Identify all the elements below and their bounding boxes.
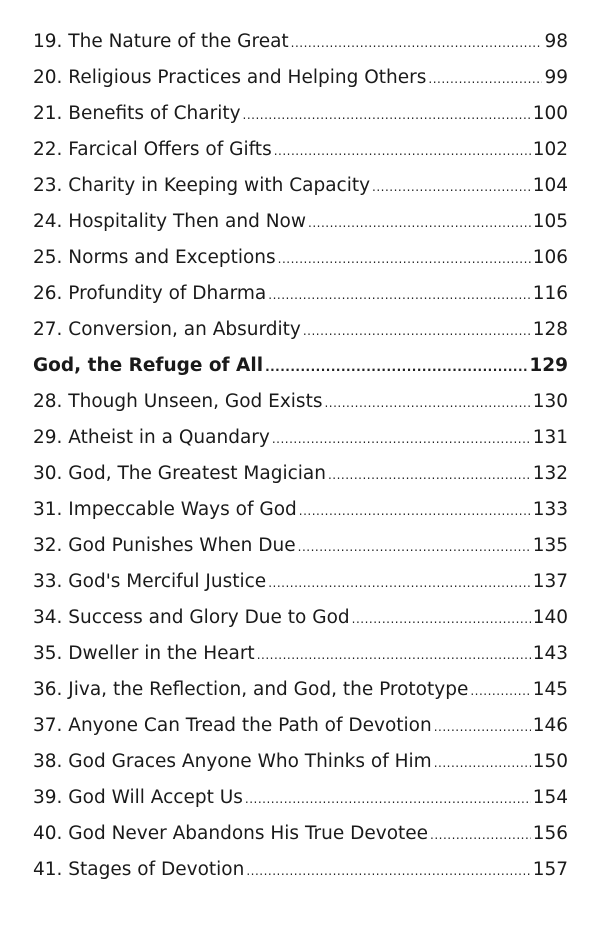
toc-entry-page-number: 131 (532, 427, 568, 448)
toc-entry-title: 36. Jiva, the Reflection, and God, the Prototype (33, 679, 469, 700)
toc-dot-leader (278, 241, 531, 277)
toc-entry-title: 20. Religious Practices and Helping Others (33, 67, 427, 88)
toc-entry-title: 35. Dweller in the Heart (33, 643, 255, 664)
toc-entry (33, 528, 568, 564)
toc-dot-leader (298, 529, 531, 565)
toc-dot-leader (291, 25, 543, 61)
toc-entry (33, 276, 568, 312)
toc-dot-leader (428, 61, 542, 97)
toc-entry (33, 24, 568, 60)
toc-dot-leader (245, 781, 531, 817)
toc-entry-page-number: 98 (544, 31, 568, 52)
toc-entry-page-number: 132 (532, 463, 568, 484)
toc-entry-title: 30. God, The Greatest Magician (33, 463, 326, 484)
toc-entry-page-number: 130 (532, 391, 568, 412)
toc-entry-page-number: 102 (532, 139, 568, 160)
toc-entry-page-number: 137 (532, 571, 568, 592)
toc-entry (33, 780, 568, 816)
toc-entry-title: 25. Norms and Exceptions (33, 247, 276, 268)
toc-entry-title: 40. God Never Abandons His True Devotee (33, 823, 429, 844)
toc-entry (33, 420, 568, 456)
toc-entry (33, 816, 568, 852)
toc-entry-page-number: 133 (532, 499, 568, 520)
toc-dot-leader (299, 493, 531, 529)
toc-entry-page-number: 157 (532, 859, 568, 880)
toc-dot-leader (352, 601, 531, 637)
toc-entry (33, 600, 568, 636)
toc-dot-leader (328, 457, 531, 493)
toc-dot-leader (246, 853, 530, 889)
toc-entry-page-number: 140 (532, 607, 568, 628)
toc-entry (33, 744, 568, 780)
toc-entry-title: 37. Anyone Can Tread the Path of Devotion (33, 715, 432, 736)
toc-entry-page-number: 145 (532, 679, 568, 700)
toc-entry (33, 240, 568, 276)
toc-entry (33, 204, 568, 240)
toc-entry (33, 456, 568, 492)
toc-entry-title: 41. Stages of Devotion (33, 859, 245, 880)
toc-entry-page-number: 150 (532, 751, 568, 772)
toc-entry-page-number: 143 (532, 643, 568, 664)
toc-entry-title: 28. Though Unseen, God Exists (33, 391, 323, 412)
toc-entry (33, 492, 568, 528)
toc-entry-title: 24. Hospitality Then and Now (33, 211, 306, 232)
toc-section-heading (33, 348, 568, 384)
toc-entry-title: 32. God Punishes When Due (33, 535, 296, 556)
toc-entry-page-number: 154 (532, 787, 568, 808)
table-of-contents (33, 24, 568, 888)
toc-entry-title: 39. God Will Accept Us (33, 787, 243, 808)
toc-entry-title: 19. The Nature of the Great (33, 31, 289, 52)
toc-entry-page-number: 146 (532, 715, 568, 736)
toc-entry-title: 34. Success and Glory Due to God (33, 607, 350, 628)
toc-dot-leader (268, 277, 530, 313)
toc-entry-page-number: 99 (544, 67, 568, 88)
toc-entry-page-number: 104 (532, 175, 568, 196)
toc-entry-title: 33. God's Merciful Justice (33, 571, 267, 592)
toc-entry (33, 708, 568, 744)
toc-entry-title: 38. God Graces Anyone Who Thinks of Him (33, 751, 432, 772)
toc-entry (33, 852, 568, 888)
toc-dot-leader (324, 385, 530, 421)
toc-entry-title: God, the Refuge of All (33, 355, 264, 376)
toc-dot-leader (470, 673, 530, 709)
toc-dot-leader (372, 169, 531, 205)
toc-entry-page-number: 105 (532, 211, 568, 232)
toc-dot-leader (257, 637, 531, 673)
toc-dot-leader (243, 97, 531, 133)
toc-entry-title: 26. Profundity of Dharma (33, 283, 267, 304)
toc-entry (33, 564, 568, 600)
toc-entry-page-number: 135 (532, 535, 568, 556)
toc-entry-page-number: 129 (529, 355, 568, 376)
toc-entry-page-number: 100 (532, 103, 568, 124)
toc-entry-title: 29. Atheist in a Quandary (33, 427, 270, 448)
toc-dot-leader (430, 817, 531, 853)
toc-dot-leader (268, 565, 531, 601)
toc-dot-leader (434, 745, 531, 781)
toc-entry-page-number: 128 (532, 319, 568, 340)
toc-dot-leader (434, 709, 531, 745)
toc-entry-title: 22. Farcical Offers of Gifts (33, 139, 272, 160)
toc-dot-leader (274, 133, 531, 169)
toc-entry-title: 31. Impeccable Ways of God (33, 499, 297, 520)
toc-entry-title: 23. Charity in Keeping with Capacity (33, 175, 371, 196)
toc-entry-title: 27. Conversion, an Absurdity (33, 319, 301, 340)
toc-entry (33, 60, 568, 96)
toc-entry-page-number: 116 (532, 283, 568, 304)
toc-entry-title: 21. Benefits of Charity (33, 103, 241, 124)
toc-dot-leader (303, 313, 531, 349)
toc-dot-leader (308, 205, 531, 241)
toc-entry (33, 132, 568, 168)
toc-entry (33, 636, 568, 672)
toc-entry (33, 168, 568, 204)
toc-entry-page-number: 106 (532, 247, 568, 268)
toc-dot-leader (272, 421, 531, 457)
toc-dot-leader (265, 349, 527, 385)
toc-entry (33, 384, 568, 420)
toc-entry (33, 672, 568, 708)
toc-entry (33, 96, 568, 132)
toc-entry-page-number: 156 (532, 823, 568, 844)
toc-entry (33, 312, 568, 348)
